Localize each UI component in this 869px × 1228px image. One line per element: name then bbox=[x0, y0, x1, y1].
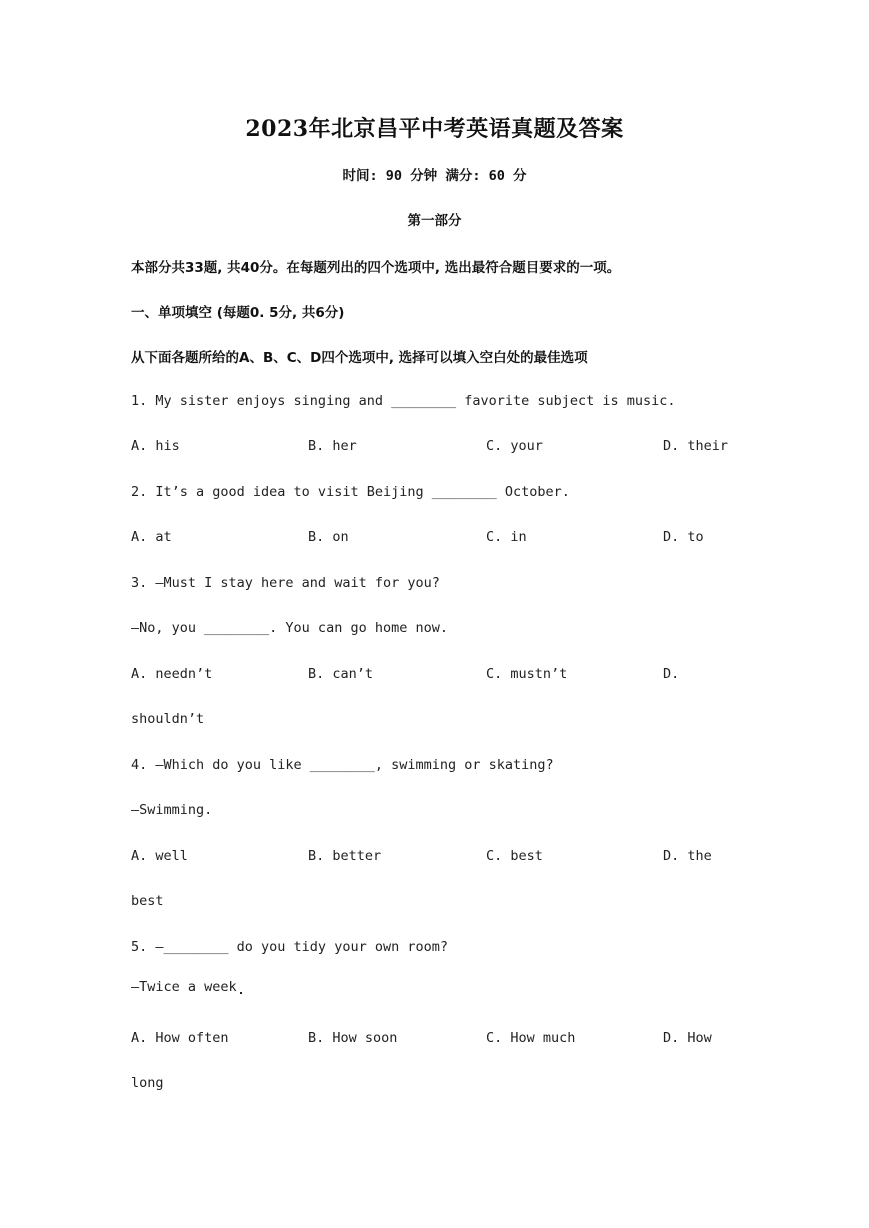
question-4-stem: 4. —Which do you like ________, swimming or skating? bbox=[131, 757, 554, 773]
page-title: 2023年北京昌平中考英语真题及答案 bbox=[245, 116, 624, 142]
question-2-stem: 2. It’s a good idea to visit Beijing ________ October. bbox=[131, 484, 570, 500]
question-4-option-c: C. best bbox=[486, 848, 543, 864]
question-1-option-b: B. her bbox=[308, 438, 357, 454]
exam-time-score: 时间: 90 分钟 满分: 60 分 bbox=[342, 168, 527, 184]
section-heading: 一、单项填空 (每题0. 5分, 共6分) bbox=[131, 305, 345, 321]
question-3-option-a: A. needn’t bbox=[131, 666, 213, 682]
question-2-option-b: B. on bbox=[308, 529, 349, 545]
question-5-option-d-wrap: long bbox=[131, 1075, 164, 1091]
question-4-option-d-wrap: best bbox=[131, 893, 164, 909]
question-5-option-a: A. How often bbox=[131, 1030, 229, 1046]
question-1-stem: 1. My sister enjoys singing and ________ favorite subject is music. bbox=[131, 393, 676, 409]
section-instruction: 从下面各题所给的A、B、C、D四个选项中, 选择可以填入空白处的最佳选项 bbox=[131, 350, 588, 366]
question-2-option-c: C. in bbox=[486, 529, 527, 545]
question-3-option-c: C. mustn’t bbox=[486, 666, 568, 682]
question-3-stem: 3. —Must I stay here and wait for you? bbox=[131, 575, 440, 591]
question-2-option-d: D. to bbox=[663, 529, 704, 545]
question-1-option-d: D. their bbox=[663, 438, 729, 454]
question-4-reply: —Swimming. bbox=[131, 802, 213, 818]
question-4-option-b: B. better bbox=[308, 848, 382, 864]
question-5-stem: 5. —________ do you tidy your own room? bbox=[131, 939, 448, 955]
question-5-reply: —Twice a week bbox=[131, 979, 237, 995]
question-5-option-c: C. How much bbox=[486, 1030, 576, 1046]
question-5-option-b: B. How soon bbox=[308, 1030, 398, 1046]
question-4-option-a: A. well bbox=[131, 848, 188, 864]
part-intro: 本部分共33题, 共40分。在每题列出的四个选项中, 选出最符合题目要求的一项。 bbox=[131, 260, 621, 276]
question-4-option-d: D. the bbox=[663, 848, 712, 864]
part-heading: 第一部分 bbox=[407, 213, 462, 229]
question-3-option-d: D. bbox=[663, 666, 680, 682]
question-1-option-c: C. your bbox=[486, 438, 543, 454]
question-5-option-d: D. How bbox=[663, 1030, 712, 1046]
question-1-option-a: A. his bbox=[131, 438, 180, 454]
period-mark bbox=[240, 992, 242, 994]
question-3-option-b: B. can’t bbox=[308, 666, 374, 682]
question-2-option-a: A. at bbox=[131, 529, 172, 545]
question-3-reply: —No, you ________. You can go home now. bbox=[131, 620, 448, 636]
question-3-option-d-wrap: shouldn’t bbox=[131, 711, 205, 727]
